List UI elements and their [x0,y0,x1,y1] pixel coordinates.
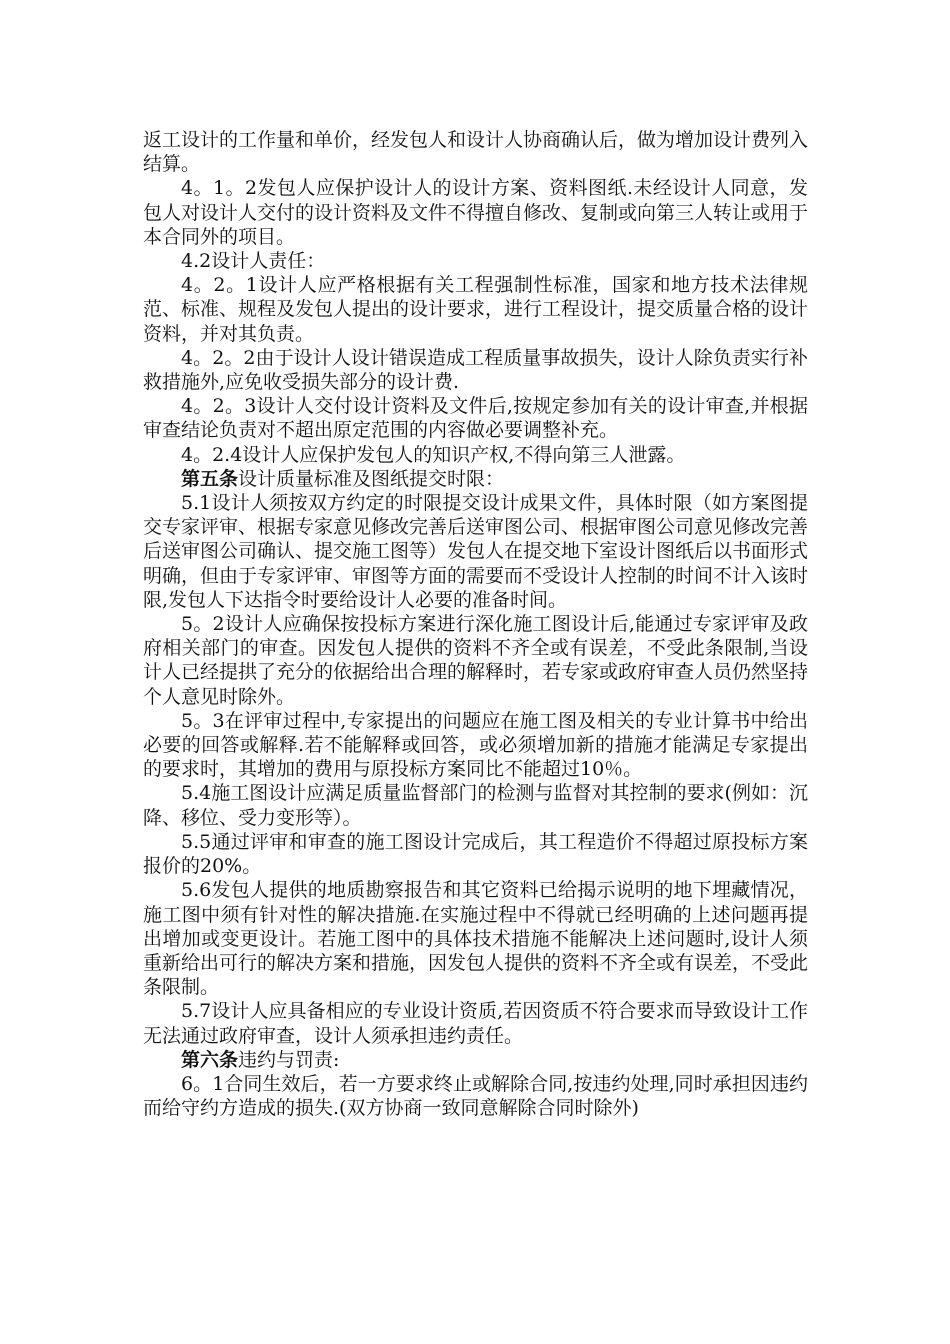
paragraph-text: 4。2。3设计人交付设计资料及文件后,按规定参加有关的设计审查,并根据审查结论负责对不超出原定范围的内容做必要调整补充。 [143,395,808,442]
clause-5-1 [143,491,808,612]
paragraph-text: 4。1。2发包人应保护设计人的设计方案、资料图纸.未经设计人同意，发包人对设计人交付的设计资料及文件不得擅自修改、复制或向第三人转让或用于本合同外的项目。 [143,177,809,248]
clause-5-3 [143,709,808,782]
paragraph-text: 4。2.4设计人应保护发包人的知识产权,不得向第三人泄露。 [181,443,686,466]
article-5-heading [143,467,808,491]
paragraph-text: 5.5通过评审和审查的施工图设计完成后，其工程造价不得超过原投标方案报价的20%。 [143,830,808,878]
article-label: 第五条 [181,467,239,490]
paragraph-text: 5。3在评审过程中,专家提出的问题应在施工图及相关的专业计算书中给出必要的回答或解释.若不能解释或回答，或必须增加新的措施才能满足专家提出的要求时，其增加的费用与原投标方案同比不能超过10％。 [143,709,808,781]
paragraph-text: 5。2设计人应确保按投标方案进行深化施工图设计后,能通过专家评审及政府相关部门的审查。因发包人提供的资料不齐全或有误差，不受此条限制,当设计人已经提拱了充分的依据给出合理的解释时，若专家或政府审查人员仍然坚持个人意见时除外。 [143,613,809,708]
clause-6-1 [143,1072,808,1120]
paragraph-text: 5.1设计人须按双方约定的时限提交设计成果文件，具体时限（如方案图提交专家评审、根据专家意见修改完善后送审图公司、根据审图公司意见修改完善后送审图公司确认、提交施工图等）发包人在提交地下室设计图纸后以书面形式明确，但由于专家评审、审图等方面的需要而不受设计人控制的时间不计入该时限,发包人下达指令时要给设计人必要的准备时间。 [143,492,809,611]
clause-5-6 [143,878,808,999]
clause-4-2-1 [143,273,808,346]
document-body [143,128,808,1120]
clause-5-7 [143,999,808,1047]
paragraph-text: 5.4施工图设计应满足质量监督部门的检测与监督对其控制的要求(例如：沉降、移位、受力变形等）。 [143,782,808,829]
clause-4-1-2 [143,176,808,249]
article-6-heading [143,1048,808,1072]
paragraph-text: 6。1合同生效后，若一方要求终止或解除合同,按违约处理,同时承担因违约而给守约方造成的损失.(双方协商一致同意解除合同时除外) [143,1072,808,1120]
clause-4-2-2 [143,346,808,394]
paragraph-text: 4。2。1设计人应严格根据有关工程强制性标准，国家和地方技术法律规范、标准、规程及发包人提出的设计要求，进行工程设计，提交质量合格的设计资料，并对其负责。 [143,274,809,345]
clause-4-2-3 [143,394,808,442]
article-label: 第六条 [181,1048,239,1071]
paragraph-text: 5.6发包人提供的地质勘察报告和其它资料已给揭示说明的地下埋藏情况，施工图中须有针对性的解决措施.在实施过程中不得就已经明确的上述问题再提出增加或变更设计。若施工图中的具体技术措施不能解决上述问题时,设计人须重新给出可行的解决方案和措施，因发包人提供的资料不齐全或有误差，不受此条限制。 [143,879,809,999]
clause-5-5 [143,830,808,878]
clause-5-2 [143,612,808,709]
paragraph-text: 5.7设计人应具备相应的专业设计资质,若因资质不符合要求而导致设计工作无法通过政府审查，设计人须承担违约责任。 [143,1000,808,1047]
clause-4-2-4 [143,443,808,467]
paragraph-text: 返工设计的工作量和单价，经发包人和设计人协商确认后，做为增加设计费列入结算。 [143,129,809,176]
clause-5-4 [143,781,808,829]
clause-4-2-heading [143,249,808,273]
article-title: 违约与罚责: [238,1048,340,1071]
paragraph-text: 4.2设计人责任： [181,250,326,273]
paragraph-text: 4。2。2由于设计人设计错误造成工程质量事故损失，设计人除负责实行补救措施外,应免收受损失部分的设计费. [143,346,808,394]
article-title: 设计质量标准及图纸提交时限： [238,467,505,490]
paragraph-continuation [143,128,808,176]
